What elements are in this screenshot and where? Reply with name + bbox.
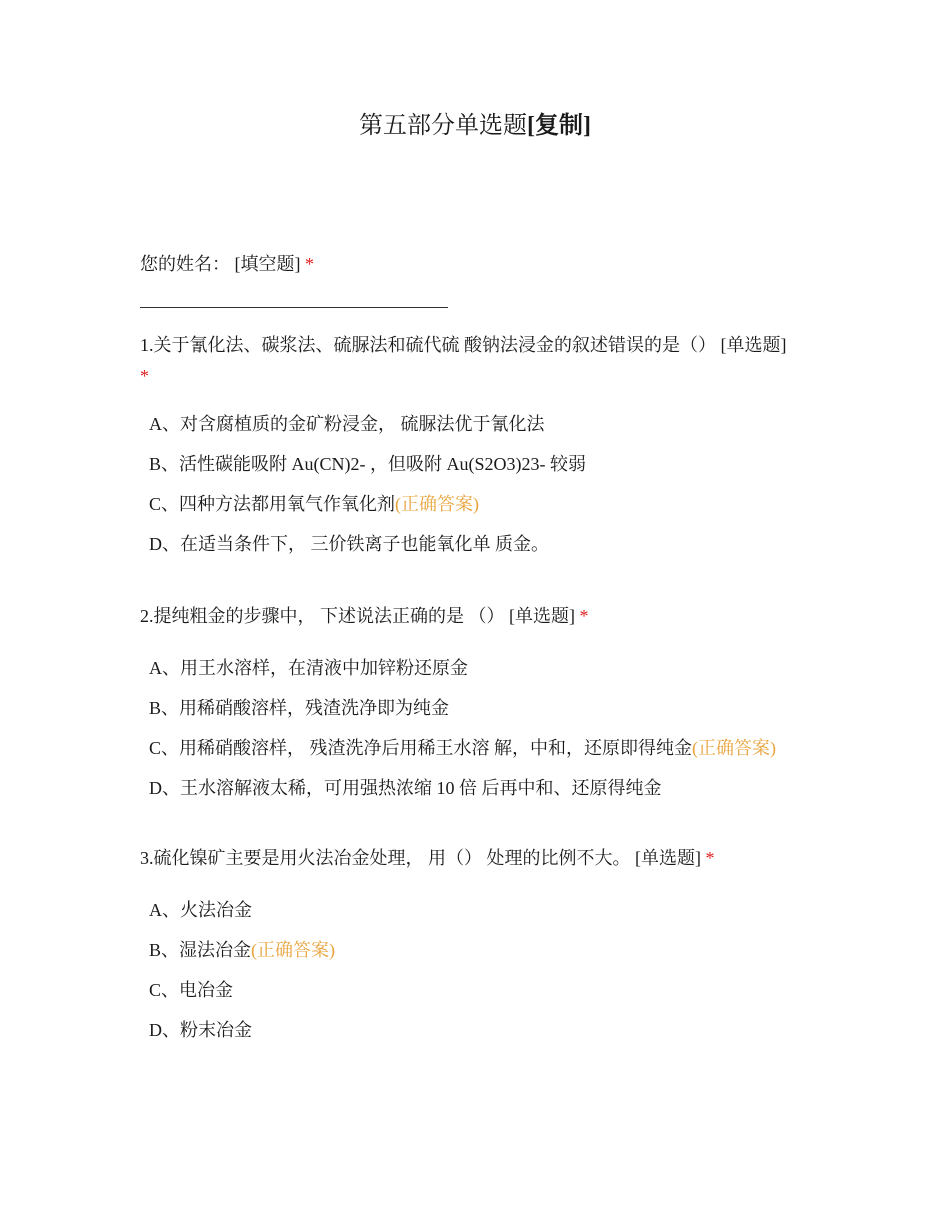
question-title	[140, 330, 820, 392]
option-text: D、粉末冶金	[149, 1020, 252, 1040]
correct-answer-label: (正确答案)	[251, 940, 336, 960]
required-mark: *	[305, 254, 314, 274]
option-text: C、电冶金	[149, 980, 234, 1000]
correct-answer-label: (正确答案)	[395, 494, 480, 514]
option-c[interactable]	[140, 728, 820, 768]
option-b[interactable]	[140, 930, 820, 970]
option-b[interactable]	[140, 444, 820, 484]
name-field-label-text: 您的姓名：	[140, 254, 230, 274]
option-d[interactable]	[140, 768, 820, 808]
option-a[interactable]	[140, 648, 820, 688]
question-type: [单选题]	[635, 848, 701, 868]
name-field-label	[140, 252, 314, 276]
page-title	[0, 110, 950, 142]
option-d[interactable]	[140, 524, 820, 564]
title-copy-tag: [复制]	[527, 113, 591, 139]
option-text: D、王水溶解液太稀，可用强热浓缩 10 倍 后再中和、还原得纯金	[149, 778, 662, 798]
option-text: B、湿法冶金	[149, 940, 252, 960]
required-mark: *	[140, 366, 149, 386]
name-input-line[interactable]	[140, 307, 448, 308]
options-list	[140, 890, 820, 1050]
name-field-type: [填空题]	[234, 254, 301, 274]
option-c[interactable]	[140, 484, 820, 524]
options-list	[140, 404, 820, 564]
option-b[interactable]	[140, 688, 820, 728]
options-list	[140, 648, 820, 808]
option-text: B、用稀硝酸溶样，残渣洗净即为纯金	[149, 698, 450, 718]
question-title	[140, 843, 820, 874]
option-text: C、四种方法都用氧气作氧化剂	[149, 494, 396, 514]
option-text: D、在适当条件下， 三价铁离子也能氧化单 质金。	[149, 534, 549, 554]
question-text: 3.硫化镍矿主要是用火法冶金处理， 用（） 处理的比例不大。	[140, 848, 631, 868]
option-text: A、用王水溶样，在清液中加锌粉还原金	[149, 658, 468, 678]
option-text: B、活性碳能吸附 Au(CN)2- ，但吸附 Au(S2O3)23- 较弱	[149, 454, 586, 474]
option-a[interactable]	[140, 890, 820, 930]
question-title	[140, 601, 820, 632]
question-1	[140, 330, 820, 564]
option-text: C、用稀硝酸溶样， 残渣洗净后用稀王水溶 解，中和，还原即得纯金	[149, 738, 693, 758]
required-mark: *	[705, 848, 715, 868]
question-2	[140, 601, 820, 808]
correct-answer-label: (正确答案)	[692, 738, 777, 758]
option-a[interactable]	[140, 404, 820, 444]
required-mark: *	[579, 606, 589, 626]
option-text: A、对含腐植质的金矿粉浸金， 硫脲法优于氰化法	[149, 414, 545, 434]
option-d[interactable]	[140, 1010, 820, 1050]
question-text: 2.提纯粗金的步骤中， 下述说法正确的是 （）	[140, 606, 505, 626]
option-c[interactable]	[140, 970, 820, 1010]
option-text: A、火法冶金	[149, 900, 252, 920]
question-text: 1.关于氰化法、碳浆法、硫脲法和硫代硫 酸钠法浸金的叙述错误的是（）	[140, 335, 716, 355]
question-type: [单选题]	[720, 335, 787, 355]
question-3	[140, 843, 820, 1050]
title-text: 第五部分单选题	[359, 113, 527, 139]
question-type: [单选题]	[509, 606, 575, 626]
